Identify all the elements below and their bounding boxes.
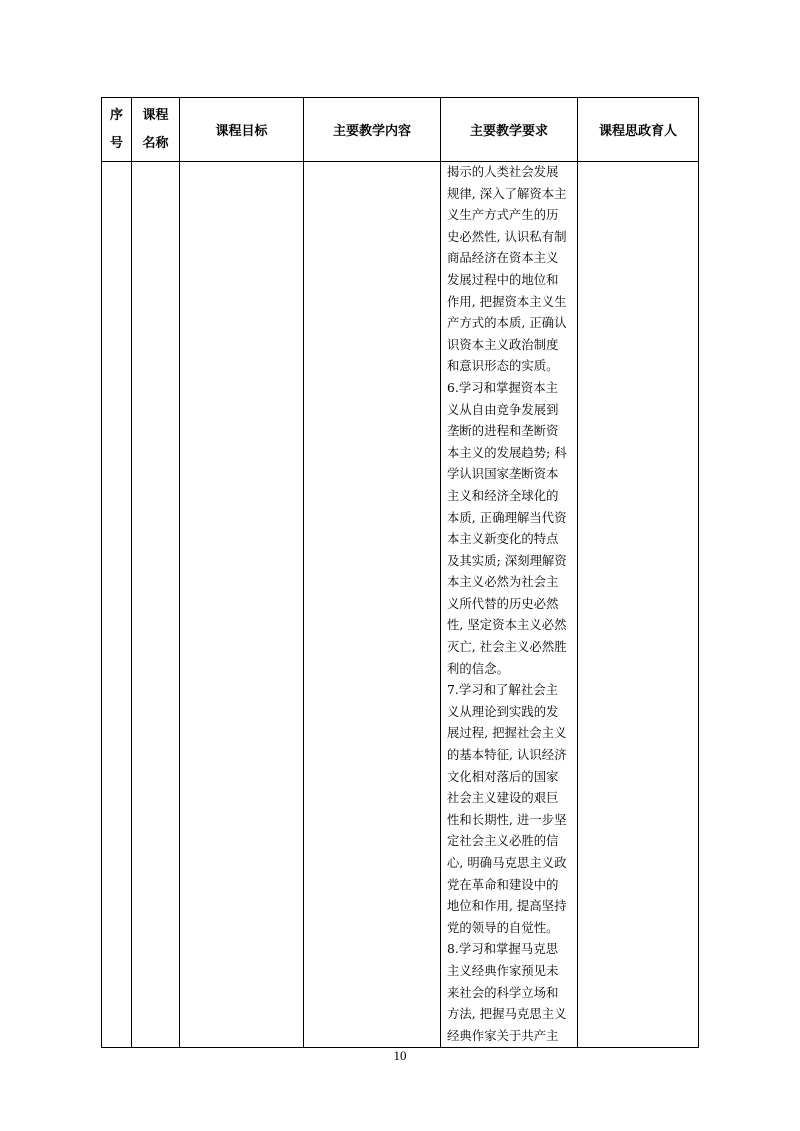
- header-ideological-education: 课程思政育人: [578, 98, 699, 162]
- table-row: [102, 162, 699, 1048]
- main-requirements-text: 揭示的人类社会发展 规律, 深入了解资本主 义生产方式产生的历 史必然性, 认识私有制 商品经济在资本主义 发展过程中的地位和 作用, 把握资本主义生 产方式的本质, 正确认 识资本主义政治制度 和意识形态的实质。 6.学习和掌握资本主 义从自由竞争发展到 垄断的进程和垄断资 本主义的发展趋势; 科 学认识国家垄断资本 主义和经济全球化的 本质, 正确理解当代资 本主义新变化的特点 及其实质; 深刻理解资 本主义必然为社会主 义所代替的历史必然 性, 坚定资本主义必然 灭亡, 社会主义必然胜 利的信念。 7.学习和了解社会主 义从理论到实践的发 展过程, 把握社会主义 的基本特征, 认识经济 文化相对落后的国家 社会主义建设的艰巨 性和长期性, 进一步坚 定社会主义必胜的信 心, 明确马克思主义政 党在革命和建设中的 地位和作用, 提高坚持 党的领导的自觉性。 8.学习和掌握马克思 主义经典作家预见未 来社会的科学立场和 方法, 把握马克思主义 经典作家关于共产主: [447, 165, 567, 1043]
- cell-main-requirements: [441, 162, 578, 1048]
- cell-ideological-education: [578, 162, 699, 1048]
- header-index-line1: 序: [109, 107, 123, 123]
- cell-index: [102, 162, 132, 1048]
- page-number: 10: [393, 1048, 407, 1063]
- header-course-name-line1: 课程: [142, 107, 169, 123]
- cell-course-name: [132, 162, 180, 1048]
- header-index: [102, 98, 132, 162]
- table-header-row: [102, 98, 699, 162]
- course-table: [101, 97, 699, 1048]
- header-main-content: 主要教学内容: [304, 98, 441, 162]
- header-index-line2: 号: [109, 135, 123, 151]
- header-course-name-line2: 名称: [142, 135, 169, 151]
- cell-main-content: [304, 162, 441, 1048]
- header-course-name: [132, 98, 180, 162]
- cell-course-goal: [180, 162, 304, 1048]
- header-course-goal: 课程目标: [180, 98, 304, 162]
- header-main-requirements: 主要教学要求: [441, 98, 578, 162]
